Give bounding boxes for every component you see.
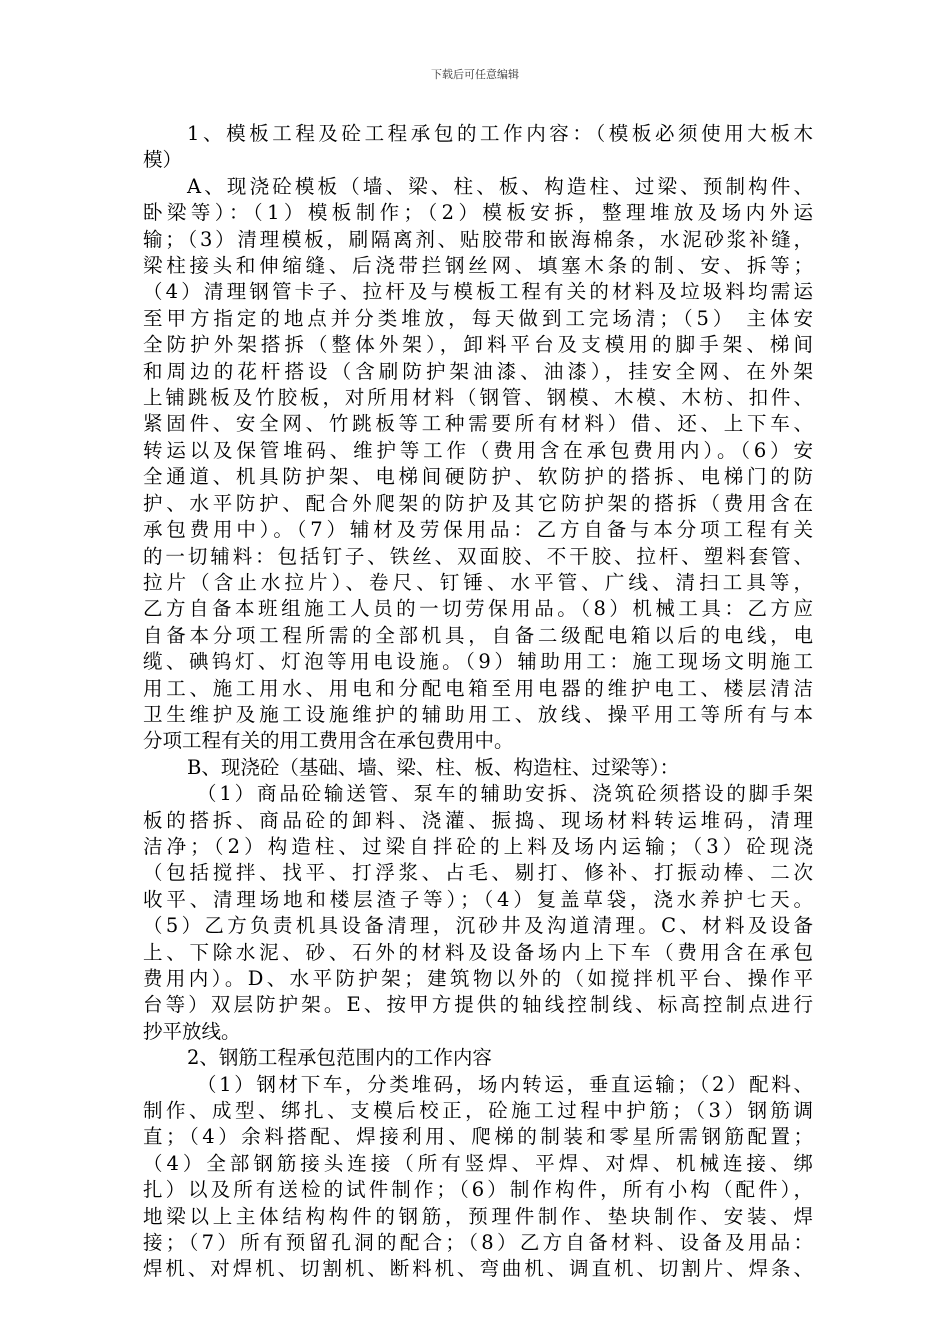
text-line: （包括搅拌、找平、打浮浆、占毛、剔打、修补、打振动棒、二次 bbox=[143, 861, 813, 885]
page-header: 下载后可任意编辑 bbox=[431, 68, 519, 81]
text-line: （5）乙方负责机具设备清理，沉砂井及沟道清理。C、材料及设备 bbox=[143, 914, 813, 938]
text-line: 分项工程有关的用工费用含在承包费用中。 bbox=[143, 729, 514, 753]
text-line: 全防护外架搭拆（整体外架），卸料平台及支模用的脚手架、梯间 bbox=[143, 333, 813, 357]
text-line: 转运以及保管堆码、维护等工作（费用含在承包费用内）。（6）安 bbox=[143, 438, 813, 462]
text-line: 自备本分项工程所需的全部机具，自备二级配电箱以后的电线，电 bbox=[143, 623, 813, 647]
text-line: 制作、成型、绑扎、支模后校正，砼施工过程中护筋；（3）钢筋调 bbox=[143, 1099, 813, 1123]
text-line: 紧固件、安全网、竹跳板等工种需要所有材料）借、还、上下车、 bbox=[143, 412, 813, 436]
text-line: 承包费用中）。（7）辅材及劳保用品：乙方自备与本分项工程有关 bbox=[143, 518, 813, 542]
text-line: 和周边的花杆搭设（含刷防护架油漆、油漆），挂安全网、在外架 bbox=[143, 359, 813, 383]
text-line: （1）钢材下车，分类堆码，场内转运，垂直运输；（2）配料、 bbox=[197, 1072, 813, 1096]
text-line: 用工、施工用水、用电和分配电箱至用电器的维护电工、楼层清洁 bbox=[143, 676, 813, 700]
text-line: 收平、清理场地和楼层渣子等）；（4）复盖草袋，浇水养护七天。 bbox=[143, 887, 813, 911]
text-line: 输；（3）清理模板，刷隔离剂、贴胶带和嵌海棉条，水泥砂浆补缝， bbox=[143, 227, 813, 251]
text-line: 费用内）。D、水平防护架；建筑物以外的（如搅拌机平台、操作平 bbox=[143, 967, 813, 990]
text-line: 台等）双层防护架。E、按甲方提供的轴线控制线、标高控制点进行 bbox=[143, 993, 813, 1017]
text-line: A、现浇砼模板（墙、梁、柱、板、构造柱、过梁、预制构件、 bbox=[187, 174, 813, 198]
text-line: （4）清理钢管卡子、拉杆及与模板工程有关的材料及垃圾料均需运 bbox=[143, 280, 813, 304]
text-line: 拉片（含止水拉片）、卷尺、钉锤、水平管、广线、清扫工具等， bbox=[143, 570, 813, 594]
text-line: 接；（7）所有预留孔洞的配合；（8）乙方自备材料、设备及用品： bbox=[143, 1231, 813, 1255]
text-line: 地梁以上主体结构构件的钢筋，预理件制作、垫块制作、安装、焊 bbox=[143, 1204, 813, 1228]
text-line: 抄平放线。 bbox=[143, 1019, 241, 1043]
text-line: 上、下除水泥、砂、石外的材料及设备场内上下车（费用含在承包 bbox=[143, 940, 813, 964]
text-line: 1、模板工程及砼工程承包的工作内容：（模板必须使用大板木 bbox=[187, 122, 813, 145]
text-line: B、现浇砼（基础、墙、梁、柱、板、构造柱、过梁等）： bbox=[187, 755, 680, 779]
text-line: 全通道、机具防护架、电梯间硬防护、软防护的搭拆、电梯门的防 bbox=[143, 465, 813, 489]
text-line: 洁净；（2）构造柱、过梁自拌砼的上料及场内运输；（3）砼现浇 bbox=[143, 834, 813, 858]
text-line: 焊机、对焊机、切割机、断料机、弯曲机、调直机、切割片、焊条、 bbox=[143, 1257, 813, 1281]
text-line: 板的搭拆、商品砼的卸料、浇灌、振捣、现场材料转运堆码，清理 bbox=[143, 808, 813, 832]
text-line: （1）商品砼输送管、泵车的辅助安拆、浇筑砼须搭设的脚手架 bbox=[197, 782, 813, 806]
text-line: 卫生维护及施工设施维护的辅助用工、放线、操平用工等所有与本 bbox=[143, 702, 813, 726]
text-line: 梁柱接头和伸缩缝、后浇带拦钢丝网、填塞木条的制、安、拆等； bbox=[143, 254, 813, 278]
text-line: 护、水平防护、配合外爬架的防护及其它防护架的搭拆（费用含在 bbox=[143, 491, 813, 515]
document-body bbox=[143, 121, 813, 1283]
text-line: 的一切辅料：包括钉子、铁丝、双面胶、不干胶、拉杆、塑料套管、 bbox=[143, 544, 813, 568]
text-line: 至甲方指定的地点并分类堆放，每天做到工完场清；（5） 主体安 bbox=[143, 306, 813, 330]
text-line: 模） bbox=[143, 148, 183, 172]
text-line: 2、钢筋工程承包范围内的工作内容 bbox=[187, 1046, 492, 1070]
text-line: 直；（4）余料搭配、焊接利用、爬梯的制装和零星所需钢筋配置； bbox=[143, 1125, 813, 1149]
text-line: 卧梁等）：（1）模板制作；（2）模板安拆，整理堆放及场内外运 bbox=[143, 201, 813, 225]
text-line: 缆、碘钨灯、灯泡等用电设施。（9）辅助用工：施工现场文明施工 bbox=[143, 650, 813, 674]
text-line: （4）全部钢筋接头连接（所有竖焊、平焊、对焊、机械连接、绑 bbox=[143, 1151, 813, 1175]
text-line: 扎）以及所有送检的试件制作；（6）制作构件，所有小构（配件）， bbox=[143, 1178, 813, 1202]
text-line: 乙方自备本班组施工人员的一切劳保用品。（8）机械工具：乙方应 bbox=[143, 597, 813, 621]
text-line: 上铺跳板及竹胶板，对所用材料（钢管、钢模、木模、木枋、扣件、 bbox=[143, 386, 813, 410]
